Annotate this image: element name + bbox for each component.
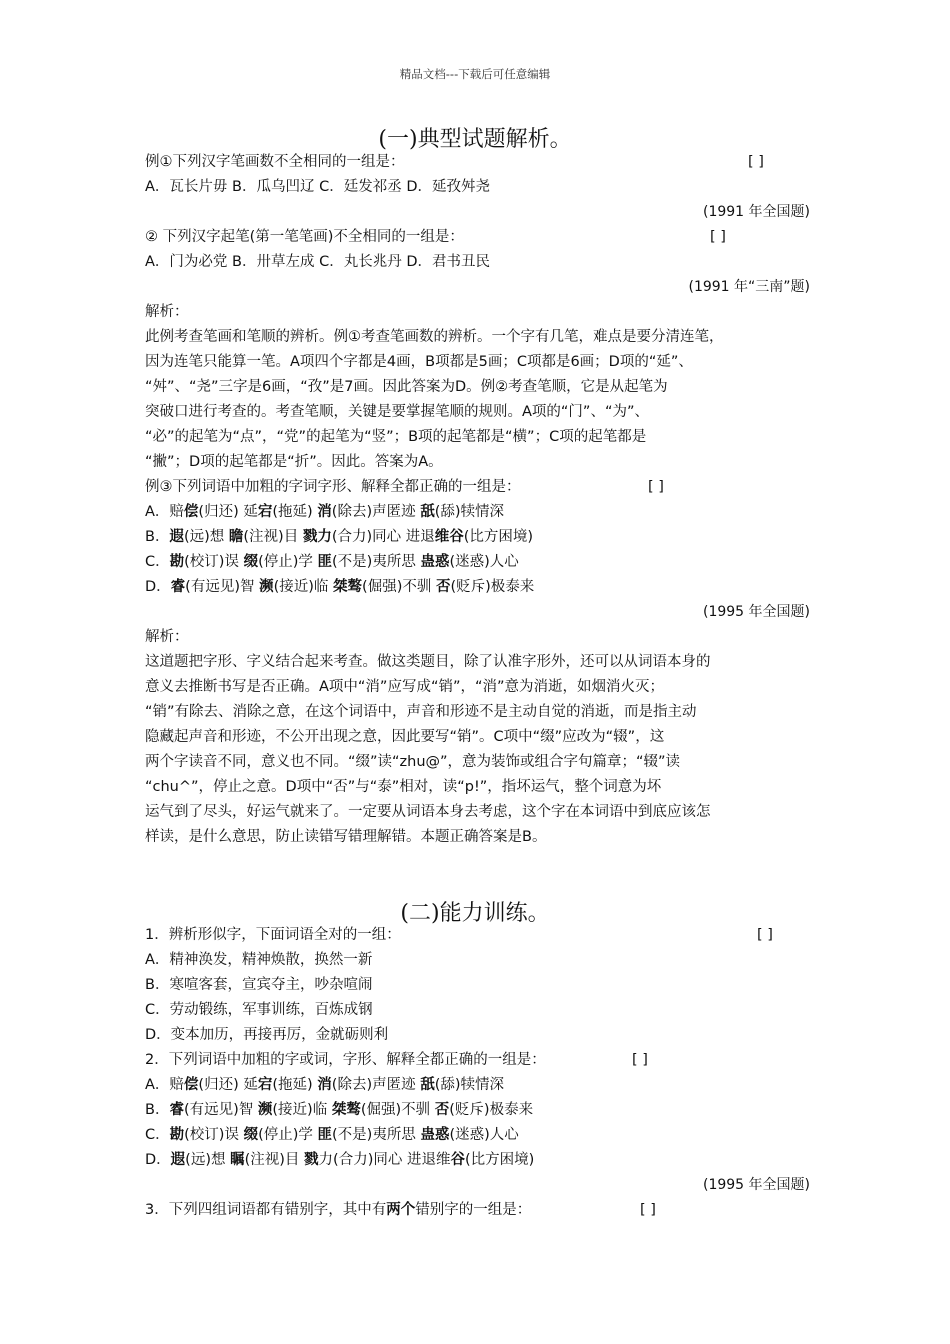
example3-stem: 例③下列词语中加粗的字词字形、解释全都正确的一组是： — [145, 479, 521, 495]
example1-source: (1991 年全国题) — [702, 204, 810, 220]
analysis-line: “撇”；D项的起笔都是“折”。因此。答案为A。 — [145, 454, 443, 470]
analysis-label: 解析： — [145, 629, 189, 645]
analysis-line: 因为连笔只能算一笔。A项四个字都是4画，B项都是5画；C项都是6画；D项的“延”、 — [145, 354, 693, 370]
exercise1-option: A．精神涣发，精神焕散，换然一新 — [145, 952, 373, 968]
section1-title: (一)典型试题解析。 — [378, 127, 572, 152]
example2-bracket: [ ] — [710, 229, 726, 245]
exercise3-stem: 3．下列四组词语都有错别字，其中有两个错别字的一组是： — [145, 1202, 532, 1218]
exercise2-option-d: D．遐(远)想 瞩(注视)目 戮力(合力)同心 进退维谷(比方困境) — [145, 1152, 535, 1168]
analysis-line: “必”的起笔为“点”，“党”的起笔为“竖”；B项的起笔都是“横”；C项的起笔都是 — [145, 429, 647, 445]
analysis-line: “销”有除去、消除之意，在这个词语中，声音和形迹不是主动自觉的消逝，而是指主动 — [145, 704, 697, 720]
example1-stem: 例①下列汉字笔画数不全相同的一组是： — [145, 154, 405, 170]
exercise1-option: C．劳动锻练，军事训练，百炼成钢 — [145, 1002, 373, 1018]
analysis-line: 样读，是什么意思，防止读错写错理解错。本题正确答案是B。 — [145, 829, 547, 845]
exercise2-stem: 2．下列词语中加粗的字或词，字形、解释全都正确的一组是： — [145, 1052, 546, 1068]
section2-title: (二)能力训练。 — [400, 901, 550, 926]
exercise2-source: (1995 年全国题) — [702, 1177, 810, 1193]
example3-source: (1995 年全国题) — [702, 604, 810, 620]
analysis-line: 此例考查笔画和笔顺的辨析。例①考查笔画数的辨析。一个字有几笔，难点是要分清连笔， — [145, 329, 724, 345]
exercise1-bracket: [ ] — [757, 927, 773, 943]
analysis-label: 解析： — [145, 304, 189, 320]
exercise1-option: B．寒喧客套，宣宾夺主，吵杂喧闹 — [145, 977, 373, 993]
example3-option-c: C．勘(校订)误 缀(停止)学 匪(不是)夷所思 蛊惑(迷惑)人心 — [145, 554, 519, 570]
example2-options: A．门为必党 B．卅草左成 C．丸长兆丹 D．君书丑民 — [145, 254, 490, 270]
example3-option-d: D．睿(有远见)智 濒(接近)临 桀骜(倔强)不驯 否(贬斥)极泰来 — [145, 579, 535, 595]
example2-stem: ② 下列汉字起笔(第一笔笔画)不全相同的一组是： — [145, 229, 464, 245]
example3-bracket: [ ] — [648, 479, 664, 495]
analysis-line: 意义去推断书写是否正确。A项中“消”应写成“销”，“消”意为消逝，如烟消火灭； — [145, 679, 664, 695]
analysis-line: “chu^”，停止之意。D项中“否”与“泰”相对，读“p!”，指坏运气，整个词意为坏 — [145, 779, 662, 795]
example3-option-a: A．赔偿(归还) 延宕(拖延) 消(除去)声匿迹 舐(舔)犊情深 — [145, 504, 505, 520]
example1-options: A．瓦长片毋 B．瓜乌凹辽 C．廷发祁丞 D．延孜舛尧 — [145, 179, 490, 195]
example2-source: (1991 年“三南”题) — [688, 279, 810, 295]
example3-option-b: B．遐(远)想 瞻(注视)目 戮力(合力)同心 进退维谷(比方困境) — [145, 529, 534, 545]
analysis-line: 隐藏起声音和形迹，不公开出现之意，因此要写“销”。C项中“缀”应改为“辍”，这 — [145, 729, 665, 745]
exercise1-stem: 1．辨析形似字，下面词语全对的一组： — [145, 927, 401, 943]
exercise2-option-b: B．睿(有远见)智 濒(接近)临 桀骜(倔强)不驯 否(贬斥)极泰来 — [145, 1102, 534, 1118]
analysis-line: 运气到了尽头，好运气就来了。一定要从词语本身去考虑，这个字在本词语中到底应该怎 — [145, 804, 711, 820]
exercise2-bracket: [ ] — [632, 1052, 648, 1068]
exercise2-option-c: C．勘(校订)误 缀(停止)学 匪(不是)夷所思 蛊惑(迷惑)人心 — [145, 1127, 519, 1143]
exercise1-option: D．变本加历，再接再厉，金就砺则利 — [145, 1027, 389, 1043]
analysis-line: 两个字读音不同，意义也不同。“缀”读“zhu@”，意为装饰或组合字句篇章；“辍”读 — [145, 754, 681, 770]
exercise2-option-a: A．赔偿(归还) 延宕(拖延) 消(除去)声匿迹 舐(舔)犊情深 — [145, 1077, 505, 1093]
analysis-line: 突破口进行考查的。考查笔顺，关键是要掌握笔顺的规则。A项的“门”、“为”、 — [145, 404, 649, 420]
page-header: 精品文档---下载后可任意编辑 — [399, 67, 551, 81]
analysis-line: “舛”、“尧”三字是6画，“孜”是7画。因此答案为D。例②考查笔顺，它是从起笔为 — [145, 379, 668, 395]
analysis-line: 这道题把字形、字义结合起来考查。做这类题目，除了认准字形外，还可以从词语本身的 — [145, 654, 711, 670]
exercise3-bracket: [ ] — [640, 1202, 656, 1218]
example1-bracket: [ ] — [748, 154, 764, 170]
